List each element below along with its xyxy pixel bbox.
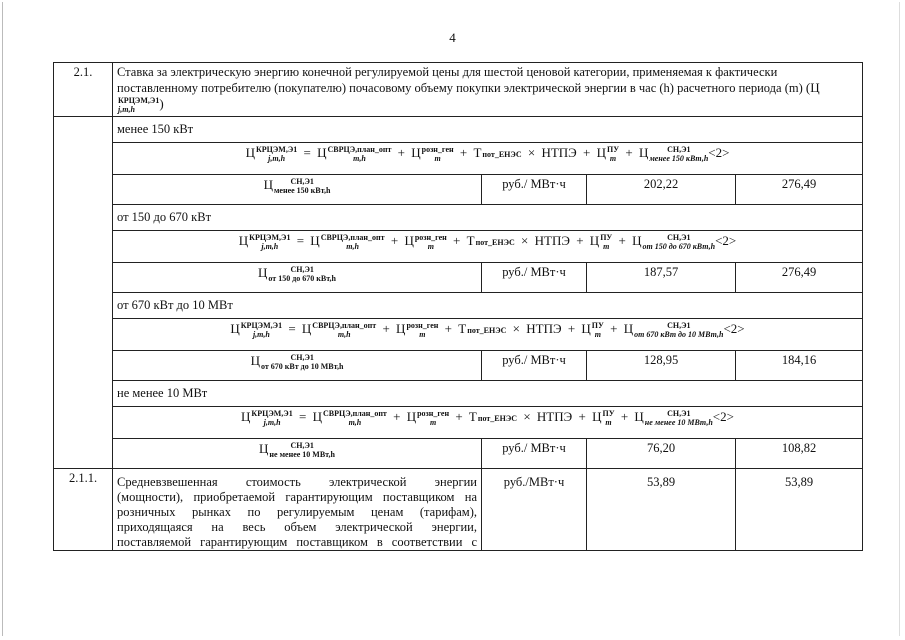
formula-row [54, 319, 863, 351]
row-2-1 [54, 63, 863, 117]
value-row [54, 263, 863, 293]
group-label: от 670 кВт до 10 МВт [113, 293, 863, 319]
tariff-table [53, 62, 863, 551]
formula: Ц КРЦЭМ,Э1 j,m,h = Ц СВРЦЭ,план_опт m,h + Ц розн_ген m + Т пот_ЕНЭС × НТПЭ + Ц ПУ m + Ц СН,Э1 не менее 10 МВт,h <2> [113, 407, 863, 439]
group-label-row [54, 117, 863, 143]
value-1: 187,57 [587, 263, 736, 293]
unit-cell: руб./МВт·ч [482, 469, 587, 551]
row-description [113, 63, 863, 117]
unit-cell: руб./ МВт·ч [482, 351, 587, 381]
value-2: 184,16 [736, 351, 863, 381]
row-symbol: Ц СН,Э1 менее 150 кВт,h [113, 175, 482, 205]
symbol-close: ) [159, 96, 164, 111]
page-number: 4 [449, 30, 456, 45]
symbol-base: (Ц [805, 80, 820, 95]
value-1: 53,89 [587, 469, 736, 551]
formula-row [54, 231, 863, 263]
value-row [54, 439, 863, 469]
description-line: Средневзвешенная стоимость электрической энергии [117, 475, 477, 490]
formula: Ц КРЦЭМ,Э1 j,m,h = Ц СВРЦЭ,план_опт m,h + Ц розн_ген m + Т пот_ЕНЭС × НТПЭ + Ц ПУ m + Ц СН,Э1 менее 150 кВт,h <2> [113, 143, 863, 175]
group-label: не менее 10 МВт [113, 381, 863, 407]
row-number: 2.1. [54, 63, 113, 117]
row-symbol: Ц СН,Э1 от 670 кВт до 10 МВт,h [113, 351, 482, 381]
value-row [54, 351, 863, 381]
unit-cell: руб./ МВт·ч [482, 175, 587, 205]
description-line: приходящаяся на весь объем электрической энергии, [117, 520, 477, 535]
description-line: поставляемой гарантирующим поставщиком в соответствии с [117, 535, 477, 550]
group-label-row [54, 293, 863, 319]
unit-cell: руб./ МВт·ч [482, 439, 587, 469]
group-label-row [54, 381, 863, 407]
group-label: менее 150 кВт [113, 117, 863, 143]
value-row [54, 175, 863, 205]
description-text: Ставка за электрическую энергию конечной регулируемой цены для шестой ценовой категории, применяемая к фактически поставленному потребителю (покупателю) почасовому объему покупки электрической энергии в час (h) расчетного периода (m) [117, 65, 803, 95]
value-2: 53,89 [736, 469, 863, 551]
value-2: 276,49 [736, 263, 863, 293]
row-symbol: Ц СН,Э1 от 150 до 670 кВт,h [113, 263, 482, 293]
value-2: 276,49 [736, 175, 863, 205]
formula: Ц КРЦЭМ,Э1 j,m,h = Ц СВРЦЭ,план_опт m,h + Ц розн_ген m + Т пот_ЕНЭС × НТПЭ + Ц ПУ m + Ц СН,Э1 от 150 до 670 кВт,h <2> [113, 231, 863, 263]
group-label-row [54, 205, 863, 231]
symbol-sup: КРЦЭМ,Э1 [118, 96, 160, 106]
description-line: розничных рынках по регулируемым ценам (тарифам), [117, 505, 477, 520]
row-description [113, 469, 482, 551]
value-1: 128,95 [587, 351, 736, 381]
value-1: 76,20 [587, 439, 736, 469]
symbol-sub: j,m,h [118, 105, 135, 115]
formula-row [54, 407, 863, 439]
row-symbol: Ц СН,Э1 не менее 10 МВт,h [113, 439, 482, 469]
description-line: (мощности), приобретаемой гарантирующим поставщиком на [117, 490, 477, 505]
row-2-1-1 [54, 469, 863, 551]
value-1: 202,22 [587, 175, 736, 205]
formula: Ц КРЦЭМ,Э1 j,m,h = Ц СВРЦЭ,план_опт m,h + Ц розн_ген m + Т пот_ЕНЭС × НТПЭ + Ц ПУ m + Ц СН,Э1 от 670 кВт до 10 МВт,h <2> [113, 319, 863, 351]
value-2: 108,82 [736, 439, 863, 469]
formula-row [54, 143, 863, 175]
row-number: 2.1.1. [54, 469, 113, 551]
unit-cell: руб./ МВт·ч [482, 263, 587, 293]
group-label: от 150 до 670 кВт [113, 205, 863, 231]
